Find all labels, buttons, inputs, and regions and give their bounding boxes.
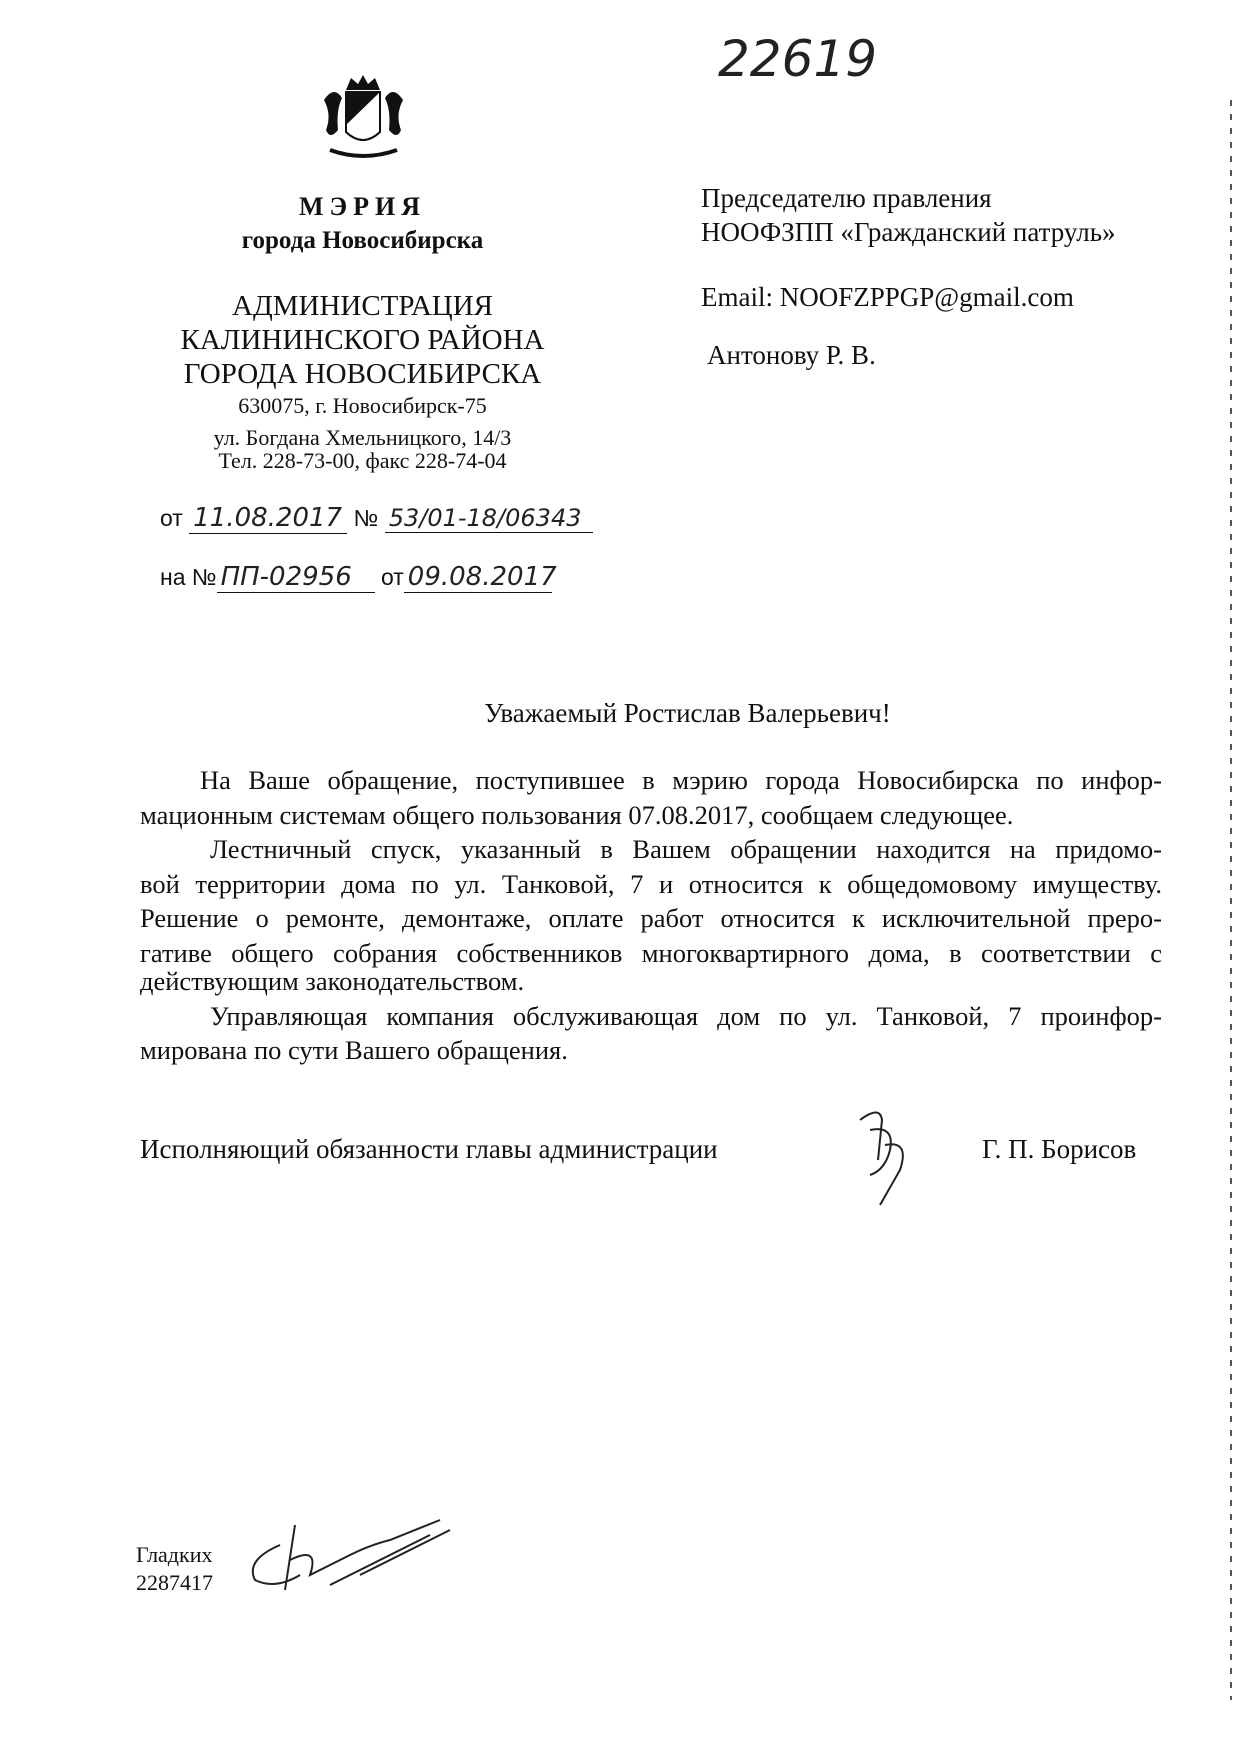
outgoing-reference [160, 503, 593, 534]
body-line: гативе общего собрания собственников многоквартирного дома, в соответствии с [140, 938, 1162, 968]
recipient-line-2: НООФЗПП «Гражданский патруль» [701, 217, 1116, 247]
recipient-name: Антонову Р. В. [707, 340, 876, 370]
outgoing-date: 11.08.2017 [189, 503, 347, 534]
handwritten-signature [840, 1100, 920, 1210]
body-line: На Ваше обращение, поступившее в мэрию города Новосибирска по инфор- [200, 765, 1162, 795]
signatory-name: Г. П. Борисов [982, 1134, 1137, 1164]
body-line: действующим законодательством. [140, 966, 525, 996]
address-line-3: Тел. 228-73-00, факс 228-74-04 [218, 448, 507, 473]
reply-label: на № [160, 564, 217, 590]
body-line: мационным системам общего пользования 07.08.2017, сообщаем следующее. [140, 800, 1014, 830]
recipient-line-1: Председателю правления [701, 183, 992, 213]
outgoing-number: 53/01-18/06343 [385, 504, 593, 533]
from-label: от [160, 505, 183, 531]
coat-of-arms-emblem [316, 70, 411, 165]
reply-number: ПП-02956 [217, 562, 375, 593]
reply-from-label: от [380, 564, 404, 590]
greeting: Уважаемый Ростислав Валерьевич! [484, 698, 891, 728]
body-line: вой территории дома по ул. Танковой, 7 и относится к общедомовому имуществу. [140, 869, 1162, 899]
body-line: Решение о ремонте, демонтаже, оплате работ относится к исключительной преро- [140, 903, 1162, 933]
reply-date: 09.08.2017 [404, 562, 552, 593]
org-name: МЭРИЯ [298, 192, 427, 221]
executor-signature [240, 1505, 460, 1600]
admin-line-3: ГОРОДА НОВОСИБИРСКА [183, 358, 542, 390]
reply-reference [160, 562, 557, 593]
body-line: Управляющая компания обслуживающая дом по ул. Танковой, 7 проинфор- [210, 1001, 1162, 1031]
org-city: города Новосибирска [241, 227, 484, 254]
number-label: № [353, 505, 379, 531]
executor-name: Гладких [136, 1542, 213, 1567]
admin-line-2: КАЛИНИНСКОГО РАЙОНА [180, 324, 545, 356]
address-line-1: 630075, г. Новосибирск-75 [238, 393, 487, 418]
body-line: мирована по сути Вашего обращения. [140, 1035, 568, 1065]
recipient-email: Email: NOOFZPPGP@gmail.com [701, 282, 1074, 312]
address-line-2: ул. Богдана Хмельницкого, 14/3 [213, 425, 512, 450]
executor-phone: 2287417 [136, 1570, 213, 1595]
body-line: Лестничный спуск, указанный в Вашем обращении находится на придомо- [210, 834, 1162, 864]
registration-number: 22619 [718, 30, 878, 88]
signatory-position: Исполняющий обязанности главы администрации [140, 1134, 718, 1164]
scan-edge-artifact [1230, 100, 1232, 1700]
admin-line-1: АДМИНИСТРАЦИЯ [232, 290, 493, 322]
